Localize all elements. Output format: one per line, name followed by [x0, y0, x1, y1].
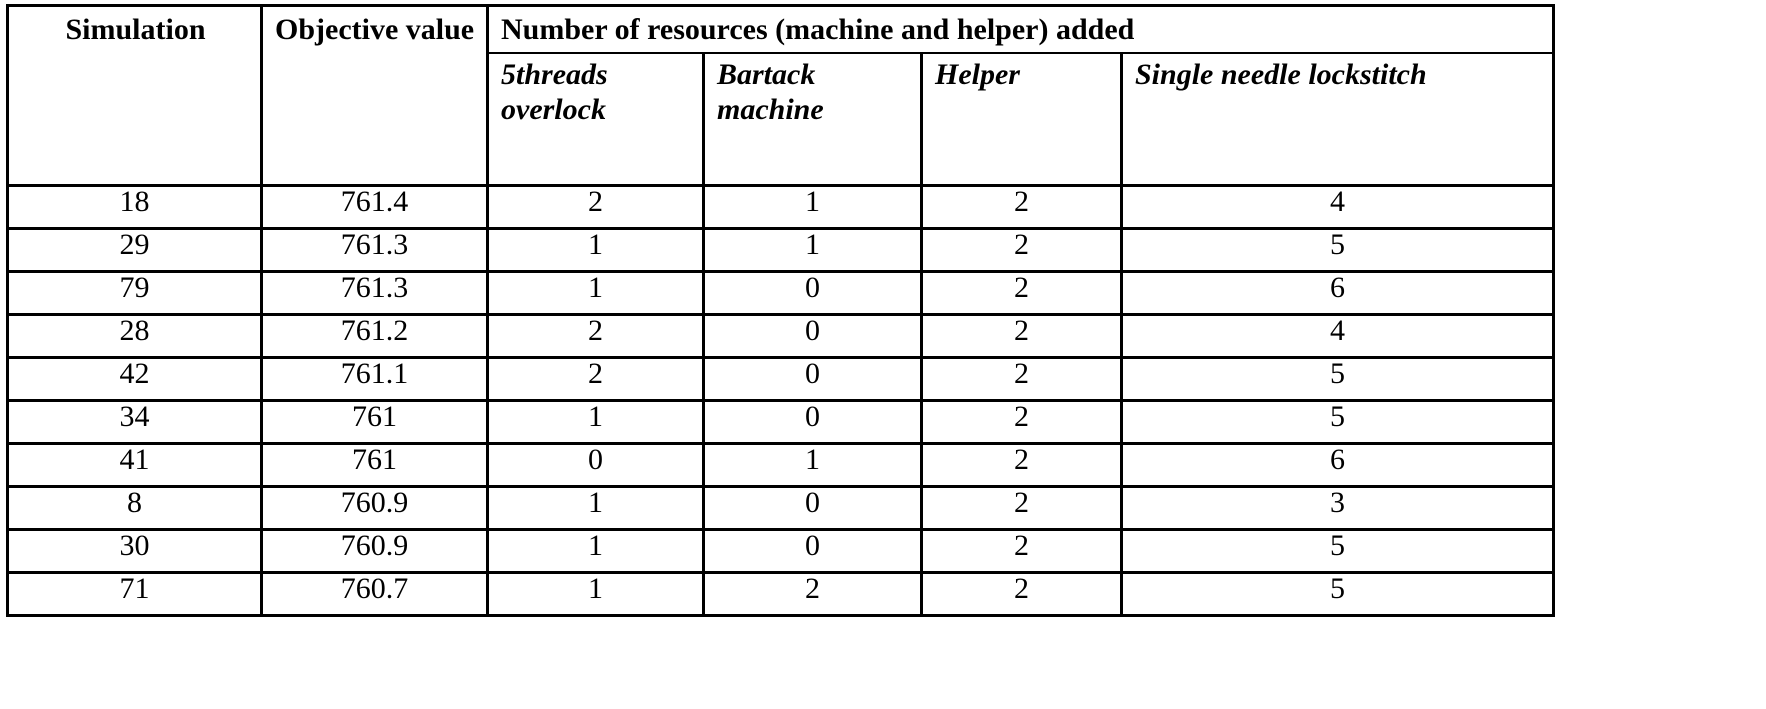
- cell-overlock: 1: [488, 271, 704, 314]
- table-row: [8, 572, 1554, 615]
- header-cell-simulation: [8, 6, 262, 186]
- cell-overlock: 2: [488, 314, 704, 357]
- header-cell-helper: [922, 53, 1122, 186]
- cell-bartack: 2: [704, 572, 922, 615]
- cell-simulation: 8: [8, 486, 262, 529]
- cell-bartack: 0: [704, 314, 922, 357]
- cell-overlock: 1: [488, 529, 704, 572]
- header-cell-objective-value: [262, 6, 488, 186]
- header-label-overlock: 5threads overlock: [501, 57, 608, 126]
- cell-objective_value: 761.3: [262, 271, 488, 314]
- cell-lockstitch: 4: [1122, 185, 1554, 228]
- cell-bartack: 0: [704, 271, 922, 314]
- table-row: [8, 314, 1554, 357]
- table-row: [8, 529, 1554, 572]
- cell-objective_value: 760.7: [262, 572, 488, 615]
- cell-helper: 2: [922, 185, 1122, 228]
- table-header-group-row: [8, 6, 1554, 53]
- cell-simulation: 28: [8, 314, 262, 357]
- cell-lockstitch: 4: [1122, 314, 1554, 357]
- cell-objective_value: 761.3: [262, 228, 488, 271]
- cell-helper: 2: [922, 400, 1122, 443]
- cell-lockstitch: 5: [1122, 228, 1554, 271]
- cell-bartack: 1: [704, 228, 922, 271]
- cell-overlock: 2: [488, 185, 704, 228]
- cell-simulation: 34: [8, 400, 262, 443]
- cell-simulation: 41: [8, 443, 262, 486]
- header-label-helper: Helper: [935, 57, 1020, 91]
- header-cell-lockstitch: [1122, 53, 1554, 186]
- cell-objective_value: 761: [262, 400, 488, 443]
- cell-helper: 2: [922, 572, 1122, 615]
- cell-lockstitch: 5: [1122, 572, 1554, 615]
- cell-lockstitch: 6: [1122, 443, 1554, 486]
- cell-helper: 2: [922, 486, 1122, 529]
- cell-overlock: 1: [488, 400, 704, 443]
- cell-bartack: 1: [704, 185, 922, 228]
- cell-overlock: 0: [488, 443, 704, 486]
- results-table: [6, 4, 1555, 617]
- cell-lockstitch: 5: [1122, 400, 1554, 443]
- cell-helper: 2: [922, 271, 1122, 314]
- header-label-lockstitch: Single needle lockstitch: [1135, 57, 1427, 91]
- cell-lockstitch: 5: [1122, 357, 1554, 400]
- header-cell-bartack: [704, 53, 922, 186]
- cell-helper: 2: [922, 357, 1122, 400]
- header-label-objective-value: Objective value: [275, 13, 475, 46]
- cell-objective_value: 761.4: [262, 185, 488, 228]
- table-row: [8, 271, 1554, 314]
- cell-helper: 2: [922, 228, 1122, 271]
- cell-simulation: 42: [8, 357, 262, 400]
- table-row: [8, 486, 1554, 529]
- cell-bartack: 1: [704, 443, 922, 486]
- cell-helper: 2: [922, 529, 1122, 572]
- cell-helper: 2: [922, 314, 1122, 357]
- document-page: [0, 4, 1766, 709]
- cell-simulation: 30: [8, 529, 262, 572]
- cell-lockstitch: 6: [1122, 271, 1554, 314]
- header-label-simulation: Simulation: [65, 13, 206, 46]
- header-label-bartack: Bartack machine: [717, 57, 824, 126]
- table-row: [8, 185, 1554, 228]
- table-row: [8, 357, 1554, 400]
- cell-objective_value: 761.2: [262, 314, 488, 357]
- table-head: [8, 6, 1554, 186]
- header-cell-overlock: [488, 53, 704, 186]
- cell-overlock: 1: [488, 572, 704, 615]
- cell-simulation: 71: [8, 572, 262, 615]
- table-row: [8, 400, 1554, 443]
- cell-simulation: 18: [8, 185, 262, 228]
- cell-overlock: 2: [488, 357, 704, 400]
- cell-helper: 2: [922, 443, 1122, 486]
- cell-simulation: 29: [8, 228, 262, 271]
- cell-overlock: 1: [488, 228, 704, 271]
- cell-bartack: 0: [704, 486, 922, 529]
- header-cell-resources-group: [488, 6, 1554, 53]
- table-row: [8, 228, 1554, 271]
- header-label-resources-group: Number of resources (machine and helper) added: [501, 13, 1135, 46]
- cell-bartack: 0: [704, 529, 922, 572]
- cell-bartack: 0: [704, 357, 922, 400]
- cell-objective_value: 760.9: [262, 529, 488, 572]
- cell-lockstitch: 5: [1122, 529, 1554, 572]
- cell-objective_value: 761: [262, 443, 488, 486]
- cell-lockstitch: 3: [1122, 486, 1554, 529]
- cell-simulation: 79: [8, 271, 262, 314]
- cell-objective_value: 760.9: [262, 486, 488, 529]
- cell-bartack: 0: [704, 400, 922, 443]
- table-body: [8, 185, 1554, 615]
- cell-objective_value: 761.1: [262, 357, 488, 400]
- cell-overlock: 1: [488, 486, 704, 529]
- table-row: [8, 443, 1554, 486]
